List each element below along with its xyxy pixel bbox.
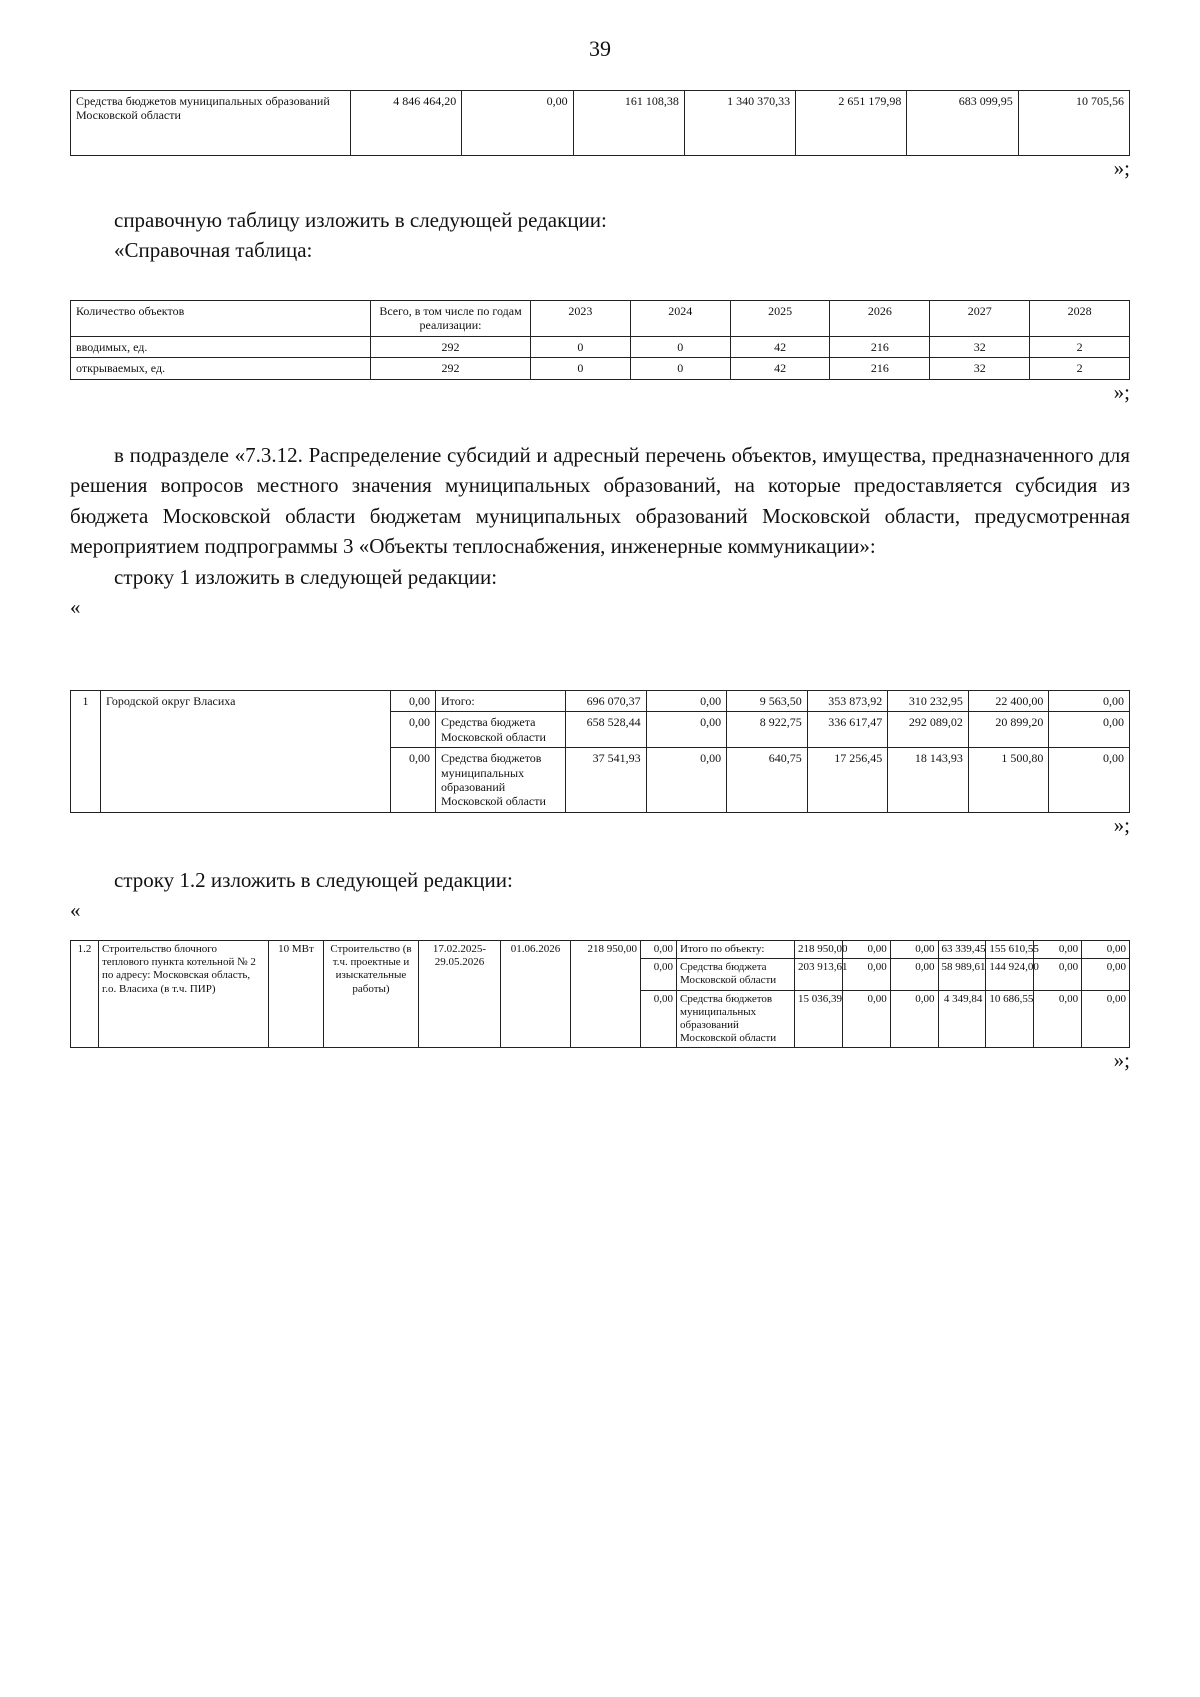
row-number: 1.2 [71, 941, 99, 1048]
table-cell-label: открываемых, ед. [71, 358, 371, 379]
table-cell: 0,00 [1049, 712, 1130, 748]
paragraph-text: в подразделе «7.3.12. Распределение субсидий и адресный перечень объектов, имущества, предназначенного для решения вопросов местного значения муниципальных образований, на которые предоставляется субсидия из бюджета Московской области бюджетам муниципальных образований Московской области, предусмотренная мероприятием подпрограммы 3 «Объекты теплоснабжения, инженерные коммуникации»: [70, 443, 1130, 559]
object-name: Строительство блочного теплового пункта котельной № 2 по адресу: Московская область, г.о. Власиха (в т.ч. ПИР) [99, 941, 269, 1048]
table-cell: 37 541,93 [566, 748, 647, 813]
table-cell-label: Средства бюджетов муниципальных образований Московской области [71, 91, 351, 156]
work-period: 17.02.2025-29.05.2026 [419, 941, 501, 1048]
reference-table [70, 300, 1130, 405]
open-quote: « [70, 595, 81, 620]
table-cell: 42 [730, 358, 830, 379]
end-quote: »; [1113, 812, 1130, 837]
table-cell: 0,00 [391, 691, 436, 712]
table-cell: 1 500,80 [968, 748, 1049, 813]
row1-instruction: строку 1 изложить в следующей редакции: [114, 564, 498, 589]
funding-source: Средства бюджетов муниципальных образований Московской области [436, 748, 566, 813]
table-cell: 155 610,55 [986, 941, 1034, 959]
row12-table [70, 940, 1130, 1073]
row-number: 1 [71, 691, 101, 813]
table-cell: 0,00 [1034, 990, 1082, 1048]
table-header: Всего, в том числе по годам реализации: [371, 301, 531, 337]
table-cell: 17 256,45 [807, 748, 888, 813]
table-cell: 0,00 [890, 990, 938, 1048]
funding-source: Средства бюджетов муниципальных образований Московской области [677, 990, 795, 1048]
table-cell: 0,00 [641, 990, 677, 1048]
end-quote: »; [1113, 156, 1130, 180]
table-cell: 10 686,55 [986, 990, 1034, 1048]
table-cell: 8 922,75 [727, 712, 808, 748]
table-cell: 1 340 370,33 [684, 91, 795, 156]
table-cell-label: вводимых, ед. [71, 336, 371, 357]
page-number: 39 [589, 36, 611, 61]
table-cell: 0,00 [391, 712, 436, 748]
table-cell: 696 070,37 [566, 691, 647, 712]
reference-heading: справочную таблицу изложить в следующей редакции: [114, 208, 607, 232]
table-cell: 0,00 [646, 691, 727, 712]
end-quote: »; [1113, 379, 1130, 404]
work-type: Строительство (в т.ч. проектные и изыскательные работы) [324, 941, 419, 1048]
table-header: 2028 [1030, 301, 1130, 337]
row1-table [70, 690, 1130, 838]
table-cell: 216 [830, 358, 930, 379]
table-header: 2026 [830, 301, 930, 337]
municipality-name: Городской округ Власиха [101, 691, 391, 813]
table-cell: 0,00 [646, 712, 727, 748]
table-cell: 0,00 [890, 959, 938, 990]
table-cell: 0,00 [1082, 959, 1130, 990]
table-cell: 0,00 [391, 748, 436, 813]
table-cell: 42 [730, 336, 830, 357]
funding-source: Средства бюджета Московской области [436, 712, 566, 748]
table-cell: 0,00 [646, 748, 727, 813]
table-cell: 353 873,92 [807, 691, 888, 712]
table-cell: 218 950,00 [795, 941, 843, 959]
table-cell: 0 [531, 336, 631, 357]
object-power: 10 МВт [269, 941, 324, 1048]
table-cell: 203 913,61 [795, 959, 843, 990]
top-table-fragment [70, 90, 1130, 181]
table-cell: 683 099,95 [907, 91, 1018, 156]
reference-intro [70, 205, 1130, 266]
table-header: 2024 [630, 301, 730, 337]
table-cell: 161 108,38 [573, 91, 684, 156]
table-header: 2027 [930, 301, 1030, 337]
row12-intro [70, 865, 1130, 926]
table-cell: 0,00 [842, 990, 890, 1048]
table-cell: 336 617,47 [807, 712, 888, 748]
table-cell: 32 [930, 336, 1030, 357]
table-cell: 15 036,39 [795, 990, 843, 1048]
table-cell: 0,00 [1082, 941, 1130, 959]
funding-source: Итого: [436, 691, 566, 712]
table-row [71, 91, 1130, 156]
table-cell: 0,00 [1049, 748, 1130, 813]
table-cell: 22 400,00 [968, 691, 1049, 712]
table-cell: 216 [830, 336, 930, 357]
end-quote: »; [1113, 1048, 1130, 1073]
table-cell: 144 924,00 [986, 959, 1034, 990]
table-cell: 658 528,44 [566, 712, 647, 748]
table-cell: 0,00 [1082, 990, 1130, 1048]
table-cell: 0,00 [1034, 959, 1082, 990]
table-cell: 4 846 464,20 [351, 91, 462, 156]
funding-source: Средства бюджета Московской области [677, 959, 795, 990]
table-cell: 9 563,50 [727, 691, 808, 712]
table-cell: 292 [371, 336, 531, 357]
table-cell: 0,00 [641, 941, 677, 959]
table-cell: 0,00 [641, 959, 677, 990]
table-cell: 0,00 [842, 941, 890, 959]
table-cell: 640,75 [727, 748, 808, 813]
table-row [71, 941, 1130, 959]
table-header: 2025 [730, 301, 830, 337]
table-cell: 0,00 [462, 91, 573, 156]
funding-source: Итого по объекту: [677, 941, 795, 959]
table-cell: 292 089,02 [888, 712, 969, 748]
table-cell: 2 [1030, 358, 1130, 379]
table-cell: 58 989,61 [938, 959, 986, 990]
table-cell: 0,00 [1034, 941, 1082, 959]
open-date: 01.06.2026 [501, 941, 571, 1048]
table-header: 2023 [531, 301, 631, 337]
table-cell: 20 899,20 [968, 712, 1049, 748]
table-cell: 0,00 [842, 959, 890, 990]
table-cell: 2 651 179,98 [796, 91, 907, 156]
table-cell: 2 [1030, 336, 1130, 357]
row12-instruction: строку 1.2 изложить в следующей редакции: [114, 868, 513, 892]
table-cell: 0 [630, 358, 730, 379]
table-cell: 310 232,95 [888, 691, 969, 712]
subsection-paragraph [70, 440, 1130, 623]
table-row [71, 336, 1130, 357]
table-row [71, 691, 1130, 712]
table-row [71, 358, 1130, 379]
open-quote: « [70, 898, 81, 923]
table-cell: 0 [531, 358, 631, 379]
table-cell: 4 349,84 [938, 990, 986, 1048]
table-cell: 18 143,93 [888, 748, 969, 813]
table-header-row [71, 301, 1130, 337]
table-cell: 0,00 [890, 941, 938, 959]
table-cell: 0,00 [1049, 691, 1130, 712]
table-cell: 32 [930, 358, 1030, 379]
table-header: Количество объектов [71, 301, 371, 337]
table-cell: 63 339,45 [938, 941, 986, 959]
table-cell: 10 705,56 [1018, 91, 1129, 156]
reference-title: «Справочная таблица: [114, 238, 313, 263]
table-cell: 292 [371, 358, 531, 379]
table-cell: 0 [630, 336, 730, 357]
object-cost: 218 950,00 [571, 941, 641, 1048]
